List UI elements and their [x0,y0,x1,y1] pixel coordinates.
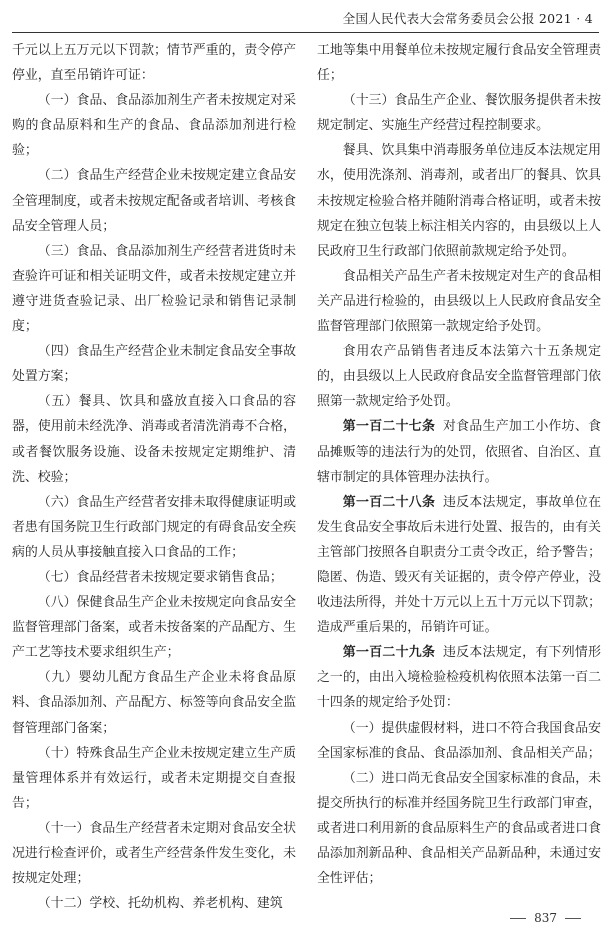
paragraph-text: （十二）学校、托幼机构、养老机构、建筑 [37,896,283,912]
paragraph-text: （九）婴幼儿配方食品生产企业未将食品原料、食品添加剂、产品配方、标签等向食品安全监督管理部门备案； [12,670,296,736]
paragraph-text: 食品相关产品生产者未按规定对生产的食品相关产品进行检验的，由县级以上人民政府食品安全监督管理部门依照第一款规定给予处罚。 [317,268,601,335]
paragraph [12,891,296,916]
paragraph-text: 工地等集中用餐单位未按规定履行食品安全管理责任； [317,43,601,84]
paragraph [12,816,296,891]
paragraph [317,339,601,414]
paragraph [12,741,296,816]
paragraph-text: 食用农产品销售者违反本法第六十五条规定的，由县级以上人民政府食品安全监督管理部门依照第一款规定给予处罚。 [317,344,601,410]
header-divider [12,32,599,33]
paragraph-continuation [12,38,296,88]
article-paragraph [317,640,601,715]
paragraph [317,88,601,138]
paragraph [12,590,296,665]
paragraph-text: （十一）食品生产经营者未定期对食品安全状况进行检查评价，或者生产经营条件发生变化，未按规定处理； [12,820,296,887]
paragraph [12,339,296,389]
paragraph-text: （四）食品生产经营企业未制定食品安全事故处置方案； [12,344,296,385]
article-number: 第一百二十八条 [342,494,436,510]
footer-dash-right [565,918,581,919]
left-text-column [12,38,296,916]
paragraph-text: （一）食品、食品添加剂生产者未按规定对采购的食品原料和生产的食品、食品添加剂进行检验； [12,93,296,159]
paragraph-text: （三）食品、食品添加剂生产经营者进货时未查验许可证和相关证明文件，或者未按规定建立并遵守进货查验记录、出厂检验记录和销售记录制度； [12,243,296,335]
paragraph-text: （八）保健食品生产企业未按规定向食品安全监督管理部门备案，或者未按备案的产品配方、生产工艺等技术要求组织生产； [12,595,296,661]
article-paragraph [317,490,601,641]
article-text: 对食品生产加工小作坊、食品摊贩等的违法行为的处罚，依照省、自治区、直辖市制定的具体管理办法执行。 [317,419,602,485]
paragraph-text: （五）餐具、饮具和盛放直接入口食品的容器，使用前未经洗净、消毒或者清洗消毒不合格，或者餐饮服务设施、设备未按规定定期维护、清洗、校验； [12,394,296,485]
paragraph [317,264,601,339]
article-paragraph [317,414,601,489]
page-number: 837 [534,911,557,925]
paragraph [317,138,601,263]
paragraph [12,490,296,565]
paragraph-text: （十三）食品生产企业、餐饮服务提供者未按规定制定、实施生产经营过程控制要求。 [317,93,601,134]
paragraph-text: （二）进口尚无食品安全国家标准的食品，未提交所执行的标准并经国务院卫生行政部门审查，或者进口利用新的食品原料生产的食品或者进口食品添加剂新品种、食品相关产品新品种，未通过安全性评估； [317,770,601,887]
article-number: 第一百二十九条 [342,645,436,661]
paragraph-text: （一）提供虚假材料，进口不符合我国食品安全国家标准的食品、食品添加剂、食品相关产品； [317,720,601,761]
gazette-title: 全国人民代表大会常务委员会公报 2021 · 4 [342,11,593,26]
paragraph [12,565,296,590]
paragraph [12,389,296,489]
paragraph-text: 千元以上五万元以下罚款；情节严重的，责令停产停业，直至吊销许可证： [12,43,296,84]
paragraph-continuation [317,38,601,88]
paragraph [12,239,296,339]
page-footer [502,911,589,925]
paragraph-text: （十）特殊食品生产企业未按规定建立生产质量管理体系并有效运行，或者未定期提交自查报告； [12,745,296,811]
footer-dash-left [510,918,526,919]
page-header [0,0,611,34]
right-text-column [317,38,601,891]
paragraph [12,88,296,163]
paragraph-text: （六）食品生产经营者安排未取得健康证明或者患有国务院卫生行政部门规定的有碍食品安全疾病的人员从事接触直接入口食品的工作； [12,494,296,560]
paragraph [12,665,296,740]
article-number: 第一百二十七条 [342,419,436,435]
article-text: 违反本法规定，有下列情形之一的，由出入境检验检疫机构依照本法第一百二十四条的规定给予处罚： [317,645,602,711]
paragraph-text: （七）食品经营者未按规定要求销售食品； [37,569,283,585]
paragraph [317,716,601,766]
paragraph-text: 餐具、饮具集中消毒服务单位违反本法规定用水，使用洗涤剂、消毒剂，或者出厂的餐具、饮具未按规定检验合格并随附消毒合格证明，或者未按规定在独立包装上标注相关内容的，由县级以上人民政府卫生行政部门依照前款规定给予处罚。 [317,143,601,259]
paragraph-text: （二）食品生产经营企业未按规定建立食品安全管理制度，或者未按规定配备或者培训、考核食品安全管理人员； [12,168,296,234]
article-text: 违反本法规定，事故单位在发生食品安全事故后未进行处置、报告的，由有关主管部门按照各自职责分工责令改正，给予警告；隐匿、伪造、毁灭有关证据的，责令停产停业，没收违法所得，并处十万元以上五十万元以下罚款；造成严重后果的，吊销许可证。 [317,494,602,636]
paragraph [12,163,296,238]
paragraph [317,766,601,891]
